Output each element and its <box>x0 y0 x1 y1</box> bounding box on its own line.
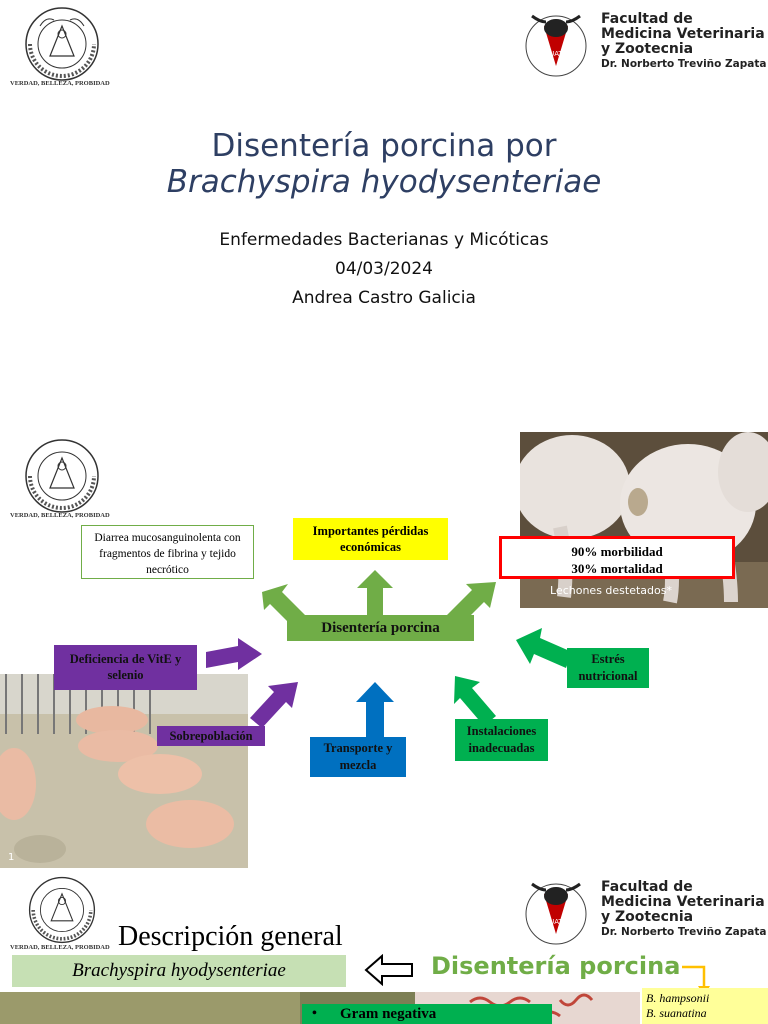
faculty-line4: Dr. Norberto Treviño Zapata <box>601 926 767 938</box>
economic-losses-text: Importantes pérdidas económicas <box>312 524 429 554</box>
center-disease-text: Disentería porcina <box>321 620 440 636</box>
faculty-line1: Facultad de <box>601 879 693 895</box>
faculty-bull-logo <box>522 6 598 80</box>
pigs-pen-photo <box>0 674 248 868</box>
hollow-left-arrow <box>364 954 416 986</box>
photo-caption: Lechones destetados* <box>550 584 672 597</box>
clinical-sign-text: Diarrea mucosanguinolenta con fragmentos de fibrina y tejido necrótico <box>94 532 241 576</box>
presentation-date: 04/03/2024 <box>335 259 433 279</box>
arrow-vite <box>206 638 262 670</box>
arrow-overcrowding <box>250 682 298 728</box>
title-slide <box>0 0 768 420</box>
seal-caption: VERDAD, BELLEZA, PROBIDAD <box>10 512 110 519</box>
section-heading: Descripción general <box>118 921 343 952</box>
course-name: Enfermedades Bacterianas y Micóticas <box>219 230 549 250</box>
arrow-stress <box>516 628 572 668</box>
mortality-rate: 30% mortalidad <box>571 561 663 576</box>
factor-transport <box>310 737 406 777</box>
species-text: Brachyspira hyodysenteriae <box>72 960 286 981</box>
factor-facilities-text: Instalaciones inadecuadas <box>466 724 537 755</box>
factor-overcrowding <box>157 726 265 746</box>
factor-overcrowding-text: Sobrepoblación <box>169 729 253 743</box>
gram-negative-text: Gram negativa <box>340 1006 437 1022</box>
faculty-line2: Medicina Veterinaria <box>601 26 765 42</box>
seal-caption: VERDAD, BELLEZA, PROBIDAD <box>10 944 110 951</box>
factor-facilities <box>455 719 548 761</box>
arrow-transport <box>356 682 394 742</box>
factor-transport-text: Transporte y mezcla <box>323 741 393 772</box>
general-description-slide <box>0 870 768 1024</box>
arrow-up <box>357 570 393 618</box>
faculty-line4: Dr. Norberto Treviño Zapata <box>601 58 767 70</box>
svg-text:UAT: UAT <box>549 50 563 58</box>
university-seal-logo <box>10 874 114 956</box>
author-name: Andrea Castro Galicia <box>292 288 476 308</box>
related-species-box <box>642 988 768 1024</box>
factor-nutritional-stress <box>567 648 649 688</box>
related-species-1: B. hampsonii <box>646 991 710 1005</box>
risk-factors-slide <box>0 432 768 868</box>
faculty-line3: y Zootecnia <box>601 41 694 57</box>
species-box <box>12 955 346 987</box>
factor-vite-text: Deficiencia de VitE y selenio <box>69 652 182 682</box>
seal-caption: VERDAD, BELLEZA, PROBIDAD <box>10 80 110 87</box>
factor-stress-text: Estrés nutricional <box>578 652 638 683</box>
presentation-title: Disentería porcina por <box>211 128 557 164</box>
faculty-line3: y Zootecnia <box>601 909 694 925</box>
factor-vite-selenium <box>54 645 197 690</box>
morbidity-rate: 90% morbilidad <box>571 544 663 559</box>
presentation-subtitle-species: Brachyspira hyodysenteriae <box>166 164 602 200</box>
faculty-line1: Facultad de <box>601 11 693 27</box>
university-seal-logo <box>10 4 114 94</box>
characteristics-box <box>302 1004 552 1024</box>
related-species-2: B. suanatina <box>646 1006 707 1020</box>
bullet-dot: • <box>312 1006 317 1021</box>
faculty-line2: Medicina Veterinaria <box>601 894 765 910</box>
faculty-name <box>601 12 768 71</box>
faculty-bull-logo <box>522 874 598 948</box>
disease-label: Disentería porcina <box>431 952 681 980</box>
faculty-name <box>601 880 768 939</box>
center-disease-box <box>287 615 474 641</box>
svg-text:UAT: UAT <box>549 918 563 926</box>
photo-number: 1 <box>8 852 15 863</box>
